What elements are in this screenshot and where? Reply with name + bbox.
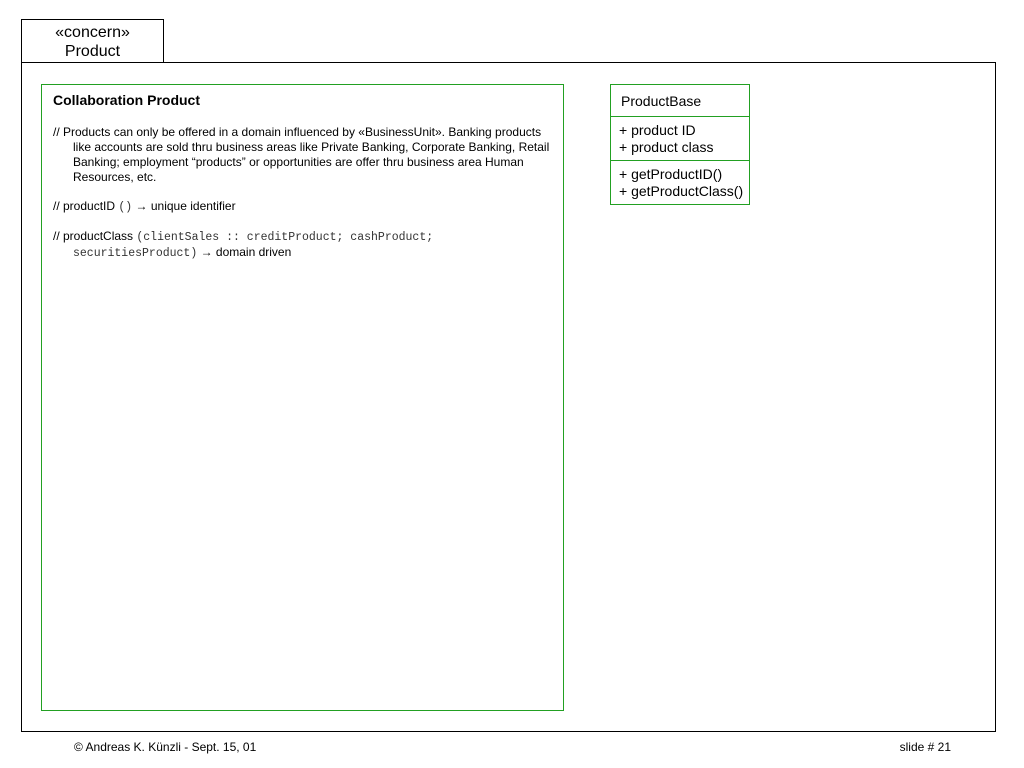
class-attributes (611, 117, 749, 161)
operation-get-product-class: + getProductClass() (619, 183, 744, 199)
operation-get-product-id: + getProductID() (619, 166, 723, 182)
class-operations (611, 161, 749, 204)
footer-slide-number: slide # 21 (899, 740, 951, 754)
product-id-suffix: → unique identifier (132, 199, 236, 213)
collaboration-box (41, 84, 564, 711)
product-class-suffix: → domain driven (197, 245, 292, 259)
attribute-product-class: + product class (619, 139, 714, 155)
product-class-code: (clientSales :: creditProduct; cashProduct; securitiesProduct) (73, 231, 434, 260)
attribute-product-id: + product ID (619, 122, 696, 138)
collaboration-title: Collaboration Product (53, 92, 200, 108)
product-base-class (610, 84, 750, 205)
concern-name: Product (64, 43, 121, 60)
product-class-paragraph (53, 229, 552, 261)
product-class-prefix: // productClass (53, 229, 137, 243)
description-paragraph: // Products can only be offered in a domain influenced by «BusinessUnit». Banking products like accounts are sold thru business areas like Private Banking, Corporate Banking, Retail Banking; employment “products” or opportunities are offer thru business area Human Resources, etc. (53, 125, 550, 184)
class-name: ProductBase (611, 85, 749, 117)
product-id-prefix: // productID (53, 199, 119, 213)
product-id-paragraph (53, 199, 552, 215)
concern-tab (21, 19, 164, 62)
product-id-code: () (118, 201, 133, 214)
footer-copyright: © Andreas K. Künzli - Sept. 15, 01 (74, 740, 257, 754)
concern-stereotype: «concern» (55, 24, 130, 41)
